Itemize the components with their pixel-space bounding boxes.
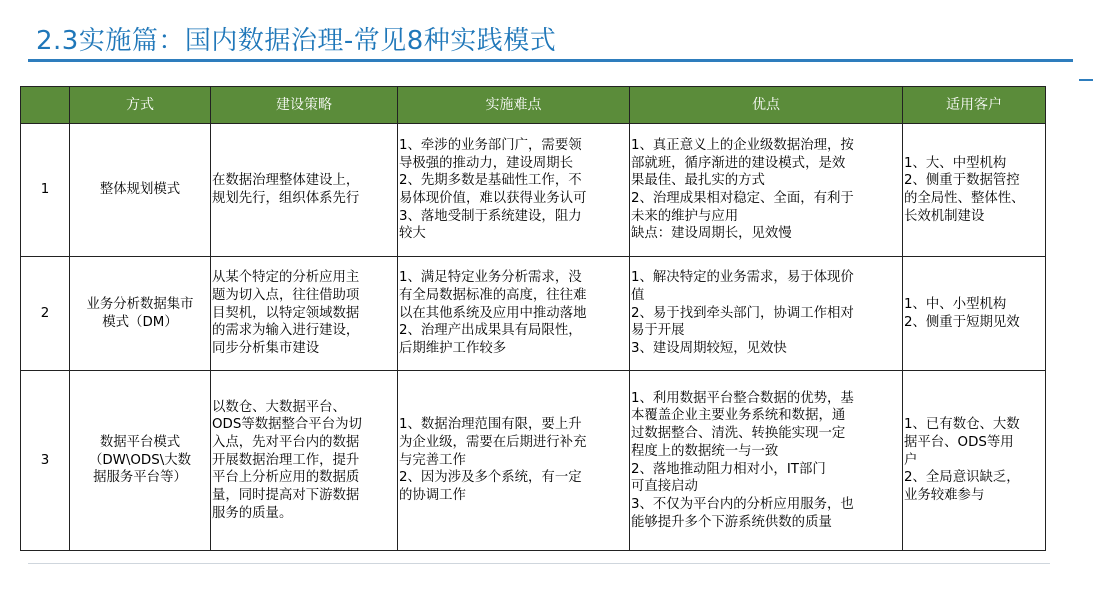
cell-line: 部就班，循序渐进的建设模式，是效: [631, 155, 846, 171]
cell-line: 1、数据治理范围有限，要上升: [399, 417, 582, 433]
cell-line: 在数据治理整体建设上，: [212, 173, 360, 189]
cell-line: 模式（DM）: [102, 314, 178, 330]
cell-line: 易体现价值，难以获得业务认可: [399, 191, 587, 206]
table-row: [21, 124, 1046, 257]
cell-line: 平台上分析应用的数据质: [212, 470, 360, 486]
customers-cell: [903, 371, 1046, 551]
mode-cell: [70, 257, 211, 371]
header-advantages: 优点: [630, 87, 903, 124]
cell-line: 1、牵涉的业务部门广，需要领: [399, 137, 582, 153]
cell-line: 据服务平台等）: [93, 470, 187, 486]
row-index: 3: [21, 371, 70, 551]
header-strategy: 建设策略: [211, 87, 398, 124]
cell-line: 题为切入点，往往借助项: [212, 287, 360, 303]
cell-line: 1、满足特定业务分析需求，没: [399, 270, 582, 286]
cell-line: 以在其他系统及应用中推动落地: [399, 305, 587, 321]
cell-line: 3、不仅为平台内的分析应用服务，也: [631, 496, 854, 512]
difficulty-cell: [398, 124, 630, 257]
cell-line: 的协调工作: [399, 488, 466, 504]
cell-line: 业务较难参与: [904, 488, 985, 504]
cell-line: 与完善工作: [399, 452, 466, 468]
cell-line: 同步分析集市建设: [212, 341, 320, 357]
cell-line: 2、治理产出成果具有局限性，: [399, 323, 582, 339]
cell-line: 本覆盖企业主要业务系统和数据，通: [631, 408, 846, 424]
advantages-cell: [630, 257, 903, 371]
difficulty-cell: [398, 371, 630, 551]
title-underline: [28, 59, 1073, 62]
cell-line: 入点，先对平台内的数据: [212, 434, 360, 450]
cell-line: 的需求为输入进行建设，: [212, 323, 360, 339]
cell-line: 的全局性、整体性、: [904, 191, 1025, 206]
cell-line: 易于开展: [631, 323, 685, 339]
cell-line: 开展数据治理工作，提升: [212, 452, 360, 468]
cell-line: 值: [631, 287, 645, 303]
corner-mark: [1079, 79, 1093, 81]
cell-line: 2、先期多数是基础性工作，不: [399, 173, 582, 189]
cell-line: 能够提升多个下游系统供数的质量: [631, 514, 832, 530]
cell-line: 未来的维护与应用: [631, 208, 739, 224]
cell-line: 整体规划模式: [99, 182, 181, 198]
cell-line: ODS等数据整合平台为切: [212, 417, 362, 433]
page-title: 2.3实施篇：国内数据治理-常见8种实践模式: [36, 26, 557, 56]
header-index: [21, 87, 70, 124]
cell-line: 2、落地推动阻力相对小，IT部门: [631, 461, 826, 477]
cell-line: 2、全局意识缺乏，: [904, 470, 1020, 486]
cell-line: 1、利用数据平台整合数据的优势，基: [631, 390, 854, 406]
cell-line: 有全局数据标准的高度，往往难: [399, 287, 587, 303]
practice-modes-table: [20, 86, 1046, 551]
cell-line: 规划先行，组织体系先行: [212, 191, 360, 206]
cell-line: 2、因为涉及多个系统，有一定: [399, 470, 582, 486]
cell-line: 1、中、小型机构: [904, 296, 1007, 312]
cell-line: 量，同时提高对下游数据: [212, 488, 360, 504]
table-row: [21, 257, 1046, 371]
table-row: [21, 371, 1046, 551]
cell-line: 目契机，以特定领域数据: [212, 305, 360, 321]
footer-divider: [28, 563, 1050, 564]
cell-line: 服务的质量。: [212, 505, 293, 521]
cell-line: 从某个特定的分析应用主: [212, 270, 360, 286]
row-index: 2: [21, 257, 70, 371]
customers-cell: [903, 124, 1046, 257]
cell-line: 程度上的数据统一与一致: [631, 443, 779, 459]
cell-line: 1、大、中型机构: [904, 155, 1007, 171]
cell-line: 过数据整合、清洗、转换能实现一定: [631, 426, 846, 442]
cell-line: 2、易于找到牵头部门，协调工作相对: [631, 305, 854, 321]
cell-line: 1、解决特定的业务需求，易于体现价: [631, 270, 854, 286]
row-index: 1: [21, 124, 70, 257]
cell-line: 可直接启动: [631, 479, 698, 495]
cell-line: 3、建设周期较短，见效快: [631, 341, 787, 357]
cell-line: 1、真正意义上的企业级数据治理，按: [631, 137, 854, 153]
advantages-cell: [630, 371, 903, 551]
cell-line: 2、治理成果相对稳定、全面，有利于: [631, 191, 854, 206]
cell-line: 后期维护工作较多: [399, 341, 507, 357]
strategy-cell: [211, 124, 398, 257]
cell-line: 3、落地受制于系统建设，阻力: [399, 208, 582, 224]
mode-cell: [70, 371, 211, 551]
cell-line: 为企业级，需要在后期进行补充: [399, 434, 587, 450]
cell-line: 导极强的推动力，建设周期长: [399, 155, 574, 171]
header-customers: 适用客户: [903, 87, 1046, 124]
advantages-cell: [630, 124, 903, 257]
mode-cell: [70, 124, 211, 257]
cell-line: 以数仓、大数据平台、: [212, 399, 346, 415]
cell-line: 数据平台模式: [99, 434, 181, 450]
strategy-cell: [211, 371, 398, 551]
cell-line: （DW\ODS\大数: [88, 452, 192, 468]
cell-line: 据平台、ODS等用: [904, 434, 1014, 450]
cell-line: 较大: [399, 226, 426, 242]
cell-line: 业务分析数据集市: [86, 296, 194, 312]
header-difficulty: 实施难点: [398, 87, 630, 124]
cell-line: 缺点：建设周期长，见效慢: [631, 226, 792, 242]
cell-line: 户: [904, 452, 918, 468]
strategy-cell: [211, 257, 398, 371]
cell-line: 果最佳、最扎实的方式: [631, 173, 765, 189]
cell-line: 长效机制建设: [904, 208, 985, 224]
cell-line: 2、侧重于数据管控: [904, 173, 1020, 189]
table-header-row: [21, 87, 1046, 124]
difficulty-cell: [398, 257, 630, 371]
header-mode: 方式: [70, 87, 211, 124]
customers-cell: [903, 257, 1046, 371]
cell-line: 2、侧重于短期见效: [904, 314, 1020, 330]
cell-line: 1、已有数仓、大数: [904, 417, 1020, 433]
